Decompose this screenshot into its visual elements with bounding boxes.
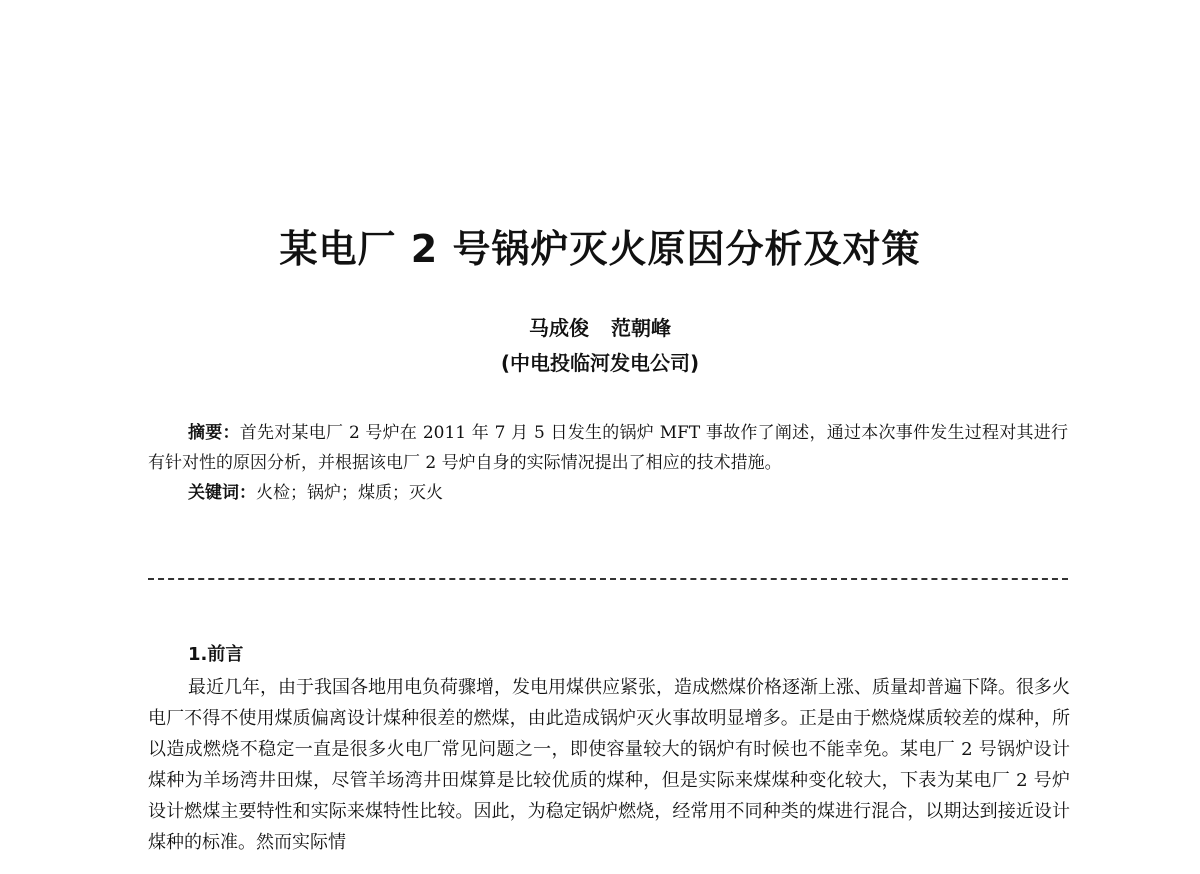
abstract-paragraph	[148, 418, 1068, 478]
author-name: 范朝峰	[611, 316, 671, 340]
section-divider	[148, 578, 1068, 580]
keywords-paragraph	[148, 478, 1068, 508]
section-heading: 1.前言	[188, 644, 244, 665]
paper-title: 某电厂 2 号锅炉灭火原因分析及对策	[279, 227, 921, 271]
author-name: 马成俊	[529, 316, 589, 340]
keywords-label: 关键词：	[188, 483, 256, 503]
abstract-block	[148, 418, 1068, 508]
abstract-text: 首先对某电厂 2 号炉在 2011 年 7 月 5 日发生的锅炉 MFT 事故作了阐述，通过本次事件发生过程对其进行有针对性的原因分析，并根据该电厂 2 号炉自身的实际情况提出了相应的技术措施。	[148, 423, 1068, 473]
author-list	[0, 312, 1200, 341]
affiliation: (中电投临河发电公司)	[500, 351, 700, 375]
keywords-text: 火检；锅炉；煤质；灭火	[256, 483, 443, 503]
body-paragraph: 最近几年，由于我国各地用电负荷骤增，发电用煤供应紧张，造成燃煤价格逐渐上涨、质量却普遍下降。很多火电厂不得不使用煤质偏离设计煤种很差的燃煤，由此造成锅炉灭火事故明显增多。正是由于燃烧煤质较差的煤种，所以造成燃烧不稳定一直是很多火电厂常见问题之一，即使容量较大的锅炉有时候也不能幸免。某电厂 2 号锅炉设计煤种为羊场湾井田煤，尽管羊场湾井田煤算是比较优质的煤种，但是实际来煤煤种变化较大，下表为某电厂 2 号炉设计燃煤主要特性和实际来煤特性比较。因此，为稳定锅炉燃烧，经常用不同种类的煤进行混合，以期达到接近设计煤种的标准。然而实际情	[148, 677, 1070, 853]
abstract-label: 摘要：	[188, 423, 240, 443]
